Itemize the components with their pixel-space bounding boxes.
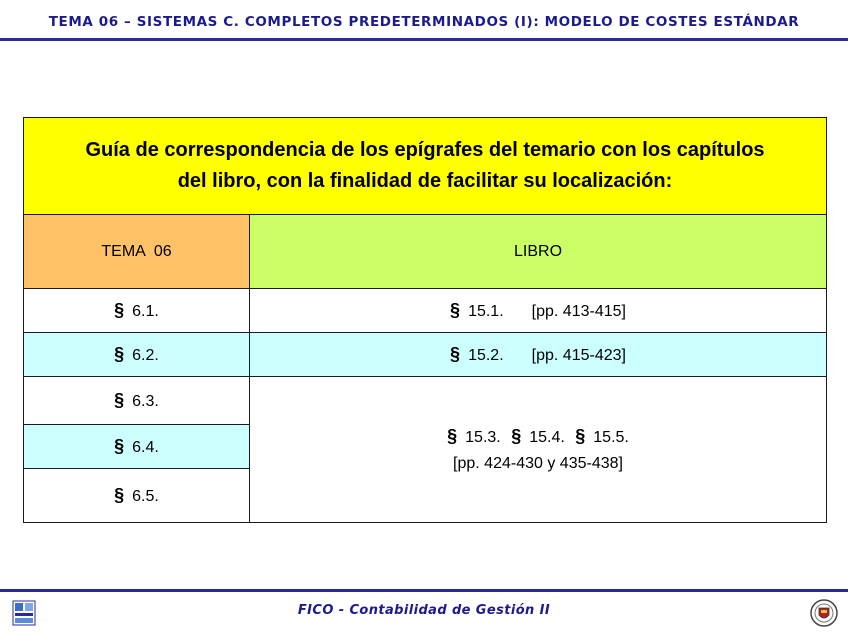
column-header-libro: LIBRO [250,215,827,289]
tema-cell: § 6.4. [24,425,250,469]
table-title-line1: Guía de correspondencia de los epígrafes del temario con los capítulos [85,139,765,161]
table-row [24,377,827,425]
university-crest-icon [810,598,838,628]
page-header-title: TEMA 06 – SISTEMAS C. COMPLETOS PREDETERMINADOS (I): MODELO DE COSTES ESTÁNDAR [48,14,800,30]
libro-cell: § 15.2. [pp. 415-423] [250,333,827,377]
header-divider [0,38,848,41]
table-title [24,118,827,215]
column-header-tema: TEMA 06 [24,215,250,289]
tema-cell: § 6.3. [24,377,250,425]
table-title-line2: del libro, con la finalidad de facilitar su localización: [177,170,673,192]
table-row [24,289,827,333]
libro-merged-cell: § 15.3. § 15.4. § 15.5. [pp. 424-430 y 435-438] [250,377,827,523]
correspondence-table [23,117,827,523]
libro-cell: § 15.1. [pp. 413-415] [250,289,827,333]
tema-cell: § 6.5. [24,469,250,523]
tema-cell: § 6.1. [24,289,250,333]
merged-pages: [pp. 424-430 y 435-438] [453,454,623,472]
footer-divider [0,589,848,592]
tema-cell: § 6.2. [24,333,250,377]
table-row [24,333,827,377]
footer-course-title: FICO - Contabilidad de Gestión II [297,603,551,618]
